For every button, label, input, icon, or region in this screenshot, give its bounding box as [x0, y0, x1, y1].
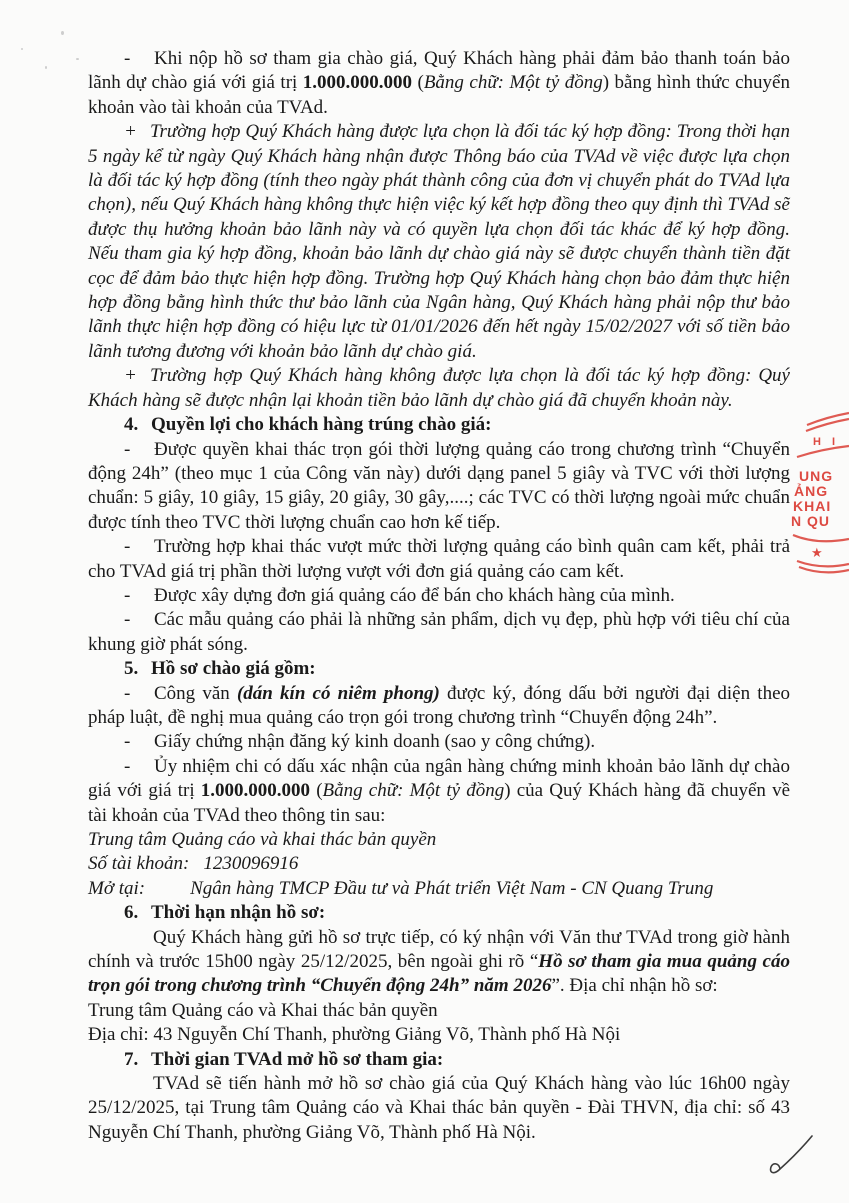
text-run: 1.000.000.000	[200, 780, 311, 802]
text-run: (	[310, 780, 323, 802]
bullet-paragraph	[88, 584, 790, 608]
text-run: Ngân hàng TMCP Đầu tư và Phát triển Việt Nam - CN Quang Trung	[190, 877, 714, 899]
text-run: Trường hợp Quý Khách hàng không được lựa chọn là đối tác ký hợp đồng: Quý Khách hàng sẽ được nhận lại khoản tiền bảo lãnh dự chào giá đã chuyển khoản này.	[88, 365, 790, 411]
body-paragraph	[88, 926, 790, 999]
red-seal-stamp	[787, 404, 849, 576]
text-run: Quý Khách hàng gửi hồ sơ trực tiếp, có ký nhận với Văn thư TVAd trong giờ hành chính và trước 15h00 ngày 25/12/2025, bên ngoài ghi rõ “	[88, 926, 790, 973]
list-marker: -	[124, 731, 131, 753]
text-run: Mở tại:	[88, 877, 146, 899]
text-run: Được xây dựng đơn giá quảng cáo để bán cho khách hàng của mình.	[154, 584, 675, 606]
list-marker: -	[124, 438, 131, 460]
bullet-paragraph	[88, 47, 790, 120]
scan-noise-speck	[45, 66, 47, 69]
bullet-paragraph	[88, 535, 790, 584]
text-run: Hồ sơ chào giá gồm:	[151, 658, 316, 680]
text-run: (	[412, 72, 424, 94]
stamp-line: N QU	[791, 513, 830, 529]
section-heading	[88, 1048, 790, 1072]
handwritten-page-number	[740, 1118, 849, 1198]
star-icon: ★	[811, 545, 823, 560]
stamp-outer-arc	[797, 561, 849, 566]
detail-line	[88, 999, 790, 1023]
stamp-icon	[787, 404, 849, 576]
handwritten-mark-icon	[740, 1118, 849, 1198]
text-run: Thời hạn nhận hồ sơ:	[151, 902, 326, 924]
list-marker: -	[124, 536, 131, 558]
text-run: ) bằng hình thức chuyển khoản vào tài khoản của TVAd.	[88, 72, 790, 118]
bullet-paragraph	[88, 120, 790, 364]
list-marker: +	[124, 121, 137, 143]
text-run: Trung tâm Quảng cáo và khai thác bản quyền	[88, 829, 437, 850]
text-run: Địa chỉ: 43 Nguyễn Chí Thanh, phường Giảng Võ, Thành phố Hà Nội	[88, 1024, 621, 1046]
text-run: Quyền lợi cho khách hàng trúng chào giá:	[151, 414, 492, 436]
stamp-line: ẢNG	[794, 483, 829, 499]
bullet-paragraph	[88, 755, 790, 828]
bullet-paragraph	[88, 730, 790, 754]
text-run: Khi nộp hồ sơ tham gia chào giá, Quý Khách hàng phải đảm bảo thanh toán bảo lãnh dự chào giá với giá trị	[88, 48, 790, 94]
text-run: 1.000.000.000	[302, 72, 413, 94]
text-run: Trường hợp khai thác vượt mức thời lượng quảng cáo bình quân cam kết, phải trả cho TVAd giá trị phần thời lượng vượt với đơn giá quảng cáo cam kết.	[88, 536, 790, 582]
scan-noise-speck	[21, 48, 23, 50]
section-heading	[88, 901, 790, 925]
list-marker: 5.	[124, 658, 139, 680]
body-paragraph	[88, 1072, 790, 1145]
text-run: Trung tâm Quảng cáo và Khai thác bản quyền	[88, 999, 438, 1021]
text-run: ”. Địa chỉ nhận hồ sơ:	[551, 975, 718, 997]
list-marker: 4.	[124, 414, 139, 436]
stamp-inner-arc	[793, 535, 849, 541]
section-heading	[88, 657, 790, 681]
text-run: Số tài khoản:	[88, 853, 190, 875]
text-run: (dán kín có niêm phong)	[236, 682, 440, 704]
text-run: TVAd sẽ tiến hành mở hồ sơ chào giá của Quý Khách hàng vào lúc 16h00 ngày 25/12/2025, tại Trung tâm Quảng cáo và Khai thác bản quyền - Đài THVN, địa chỉ: số 43 Nguyễn Chí Thanh, phường Giảng Võ, Thành phố Hà Nội.	[88, 1073, 790, 1143]
detail-line	[88, 1023, 790, 1047]
scan-noise-speck	[61, 31, 64, 35]
text-run: Được quyền khai thác trọn gói thời lượng quảng cáo trong chương trình “Chuyển động 24h” (theo mục 1 của Công văn này) dưới dạng panel 5 giây và TVC với thời lượng chuẩn: 5 giây, 10 giây, 15 giây, 20 giây, 30 gây,....; các TVC có thời lượng ngoài mức chuẩn được tính theo TVC thời lượng chuẩn cao hơn kế tiếp.	[88, 438, 790, 533]
stamp-outer-arc	[799, 567, 849, 572]
stamp-line: KHAI	[793, 498, 832, 514]
bullet-paragraph	[88, 364, 790, 413]
text-run: Công văn	[154, 682, 237, 704]
text-run: được ký, đóng dấu bởi người đại diện theo pháp luật, đề nghị mua quảng cáo trọn gói trong chương trình “Chuyển động 24h”.	[88, 682, 790, 728]
list-marker: +	[124, 365, 137, 387]
detail-line	[88, 828, 790, 852]
text-run: Các mẫu quảng cáo phải là những sản phẩm, dịch vụ đẹp, phù hợp với tiêu chí của khung giờ phát sóng.	[88, 609, 790, 655]
text-run: Bằng chữ: Một tỷ đồng	[423, 72, 603, 94]
stamp-line: UNG	[799, 468, 834, 484]
text-run: Bằng chữ: Một tỷ đồng	[322, 780, 505, 802]
scan-noise-speck	[76, 58, 79, 60]
section-heading	[88, 413, 790, 437]
text-run: 1230096916	[203, 853, 299, 875]
text-run: ) của Quý Khách hàng đã chuyển về tài khoản của TVAd theo thông tin sau:	[88, 780, 791, 826]
detail-line	[88, 877, 790, 901]
stamp-outer-arc	[806, 419, 849, 431]
list-marker: -	[124, 682, 131, 704]
list-marker: -	[124, 48, 131, 69]
text-run: Thời gian TVAd mở hồ sơ tham gia:	[151, 1048, 444, 1070]
bullet-paragraph	[88, 608, 790, 657]
text-run: Ủy nhiệm chi có dấu xác nhận của ngân hàng chứng minh khoản bảo lãnh dự chào giá với giá trị	[88, 755, 790, 802]
text-run: Hồ sơ tham gia mua quảng cáo trọn gói trong chương trình “Chuyển động 24h” năm 2026	[88, 951, 790, 997]
bullet-paragraph	[88, 438, 790, 536]
list-marker: -	[124, 584, 131, 606]
list-marker: -	[124, 755, 131, 777]
text-run: Giấy chứng nhận đăng ký kinh doanh (sao y công chứng).	[154, 731, 596, 753]
list-marker: -	[124, 609, 131, 631]
stamp-arc-text: H I	[813, 436, 840, 448]
list-marker: 7.	[124, 1048, 139, 1070]
list-marker: 6.	[124, 902, 139, 924]
bullet-paragraph	[88, 682, 790, 731]
detail-line	[88, 852, 790, 876]
text-run: Trường hợp Quý Khách hàng được lựa chọn là đối tác ký hợp đồng: Trong thời hạn 5 ngày kể từ ngày Quý Khách hàng nhận được Thông báo của TVAd về việc được lựa chọn là đối tác ký hợp đồng (tính theo ngày phát thành công của đơn vị chuyển phát do TVAd lựa chọn), nếu Quý Khách hàng không thực hiện việc ký kết hợp đồng theo quy định thì TVAd sẽ được thụ hưởng khoản bảo lãnh này và có quyền lựa chọn đối tác khác để ký hợp đồng. Nếu tham gia ký hợp đồng, khoản bảo lãnh dự chào giá này sẽ được chuyển thành tiền đặt cọc để đảm bảo thực hiện hợp đồng. Trường hợp Quý Khách hàng chọn bảo đảm thực hiện hợp đồng bằng hình thức thư bảo lãnh của Ngân hàng, Quý Khách hàng phải nộp thư bảo lãnh thực hiện hợp đồng có hiệu lực từ 01/01/2026 đến hết ngày 15/02/2027 với số tiền bảo lãnh tương đương với khoản bảo lãnh dự chào giá.	[88, 121, 790, 362]
